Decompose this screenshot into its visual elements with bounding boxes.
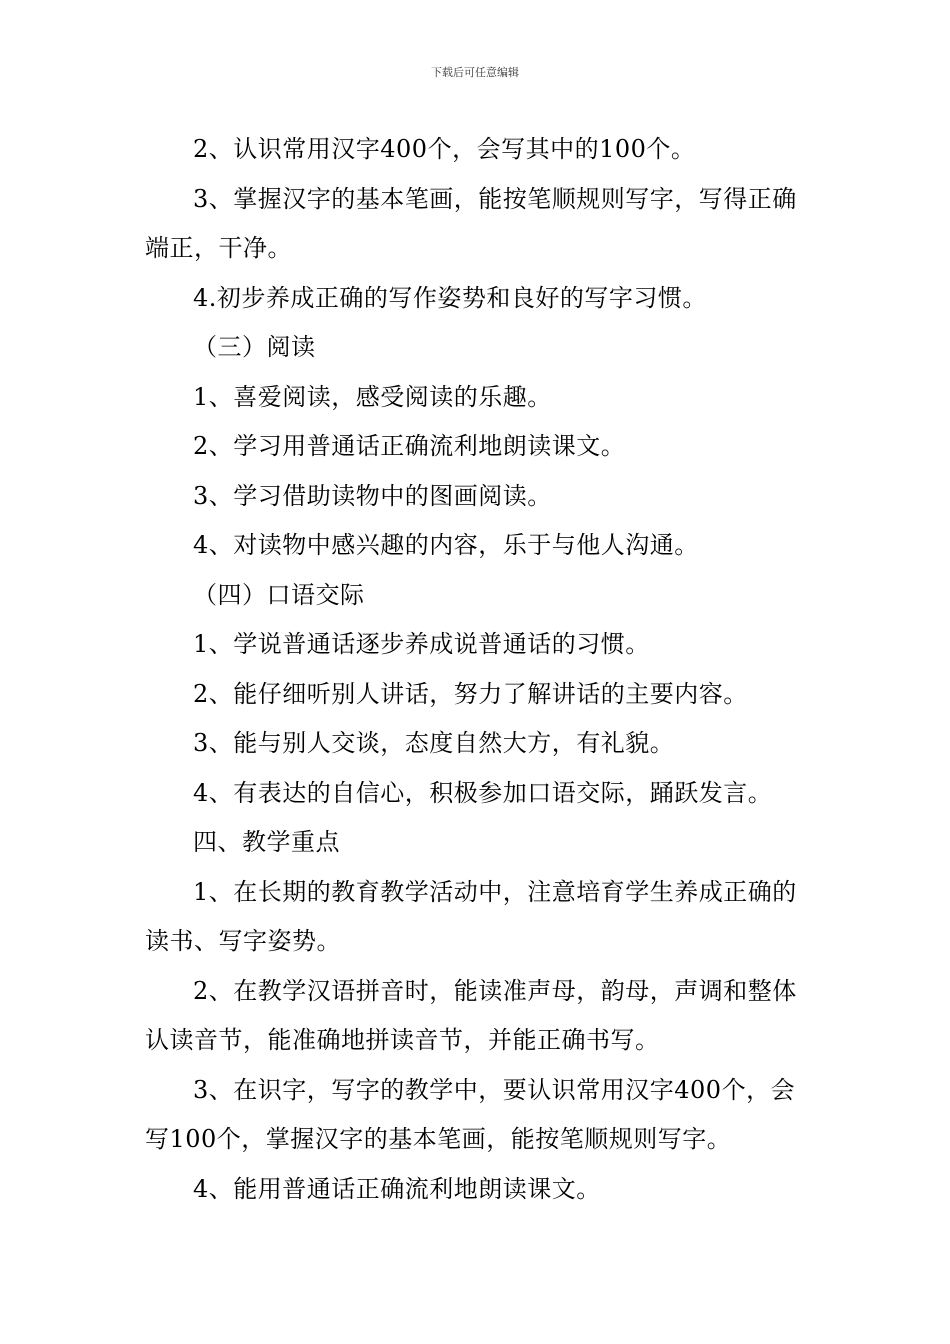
- paragraph-12: 3、能与别人交谈，态度自然大方，有礼貌。: [193, 729, 675, 757]
- paragraph-16: 2、在教学汉语拼音时，能读准声母，韵母，声调和整体认读音节，能准确地拼读音节，并能正确书写。: [145, 976, 797, 1054]
- paragraph-13: 4、有表达的自信心，积极参加口语交际，踊跃发言。: [193, 778, 773, 807]
- paragraph-17: 3、在识字，写字的教学中，要认识常用汉字400个，会写100个，掌握汉字的基本笔画，能按笔顺规则写字。: [145, 1075, 796, 1153]
- section-heading-key-points: 四、教学重点: [193, 828, 340, 856]
- paragraph-15: 1、在长期的教育教学活动中，注意培育学生养成正确的读书、写字姿势。: [145, 877, 797, 955]
- paragraph-3: 4.初步养成正确的写作姿势和良好的写字习惯。: [193, 283, 707, 312]
- paragraph-10: 1、学说普通话逐步养成说普通话的习惯。: [193, 630, 650, 658]
- paragraph-8: 4、对读物中感兴趣的内容，乐于与他人沟通。: [193, 531, 699, 559]
- paragraph-6: 2、学习用普通话正确流利地朗读课文。: [193, 432, 626, 460]
- paragraph-5: 1、喜爱阅读，感受阅读的乐趣。: [193, 382, 552, 411]
- paragraph-18: 4、能用普通话正确流利地朗读课文。: [193, 1174, 601, 1203]
- paragraph-2: 3、掌握汉字的基本笔画，能按笔顺规则写字，写得正确端正，干净。: [145, 184, 797, 262]
- section-heading-oral: （四）口语交际: [193, 580, 365, 609]
- paragraph-7: 3、学习借助读物中的图画阅读。: [193, 481, 552, 510]
- document-body: [145, 125, 807, 1214]
- section-heading-reading: （三）阅读: [193, 333, 316, 361]
- paragraph-1: 2、认识常用汉字400个，会写其中的100个。: [193, 135, 696, 163]
- page-header: 下载后可任意编辑: [431, 66, 519, 79]
- paragraph-11: 2、能仔细听别人讲话，努力了解讲话的主要内容。: [193, 679, 748, 708]
